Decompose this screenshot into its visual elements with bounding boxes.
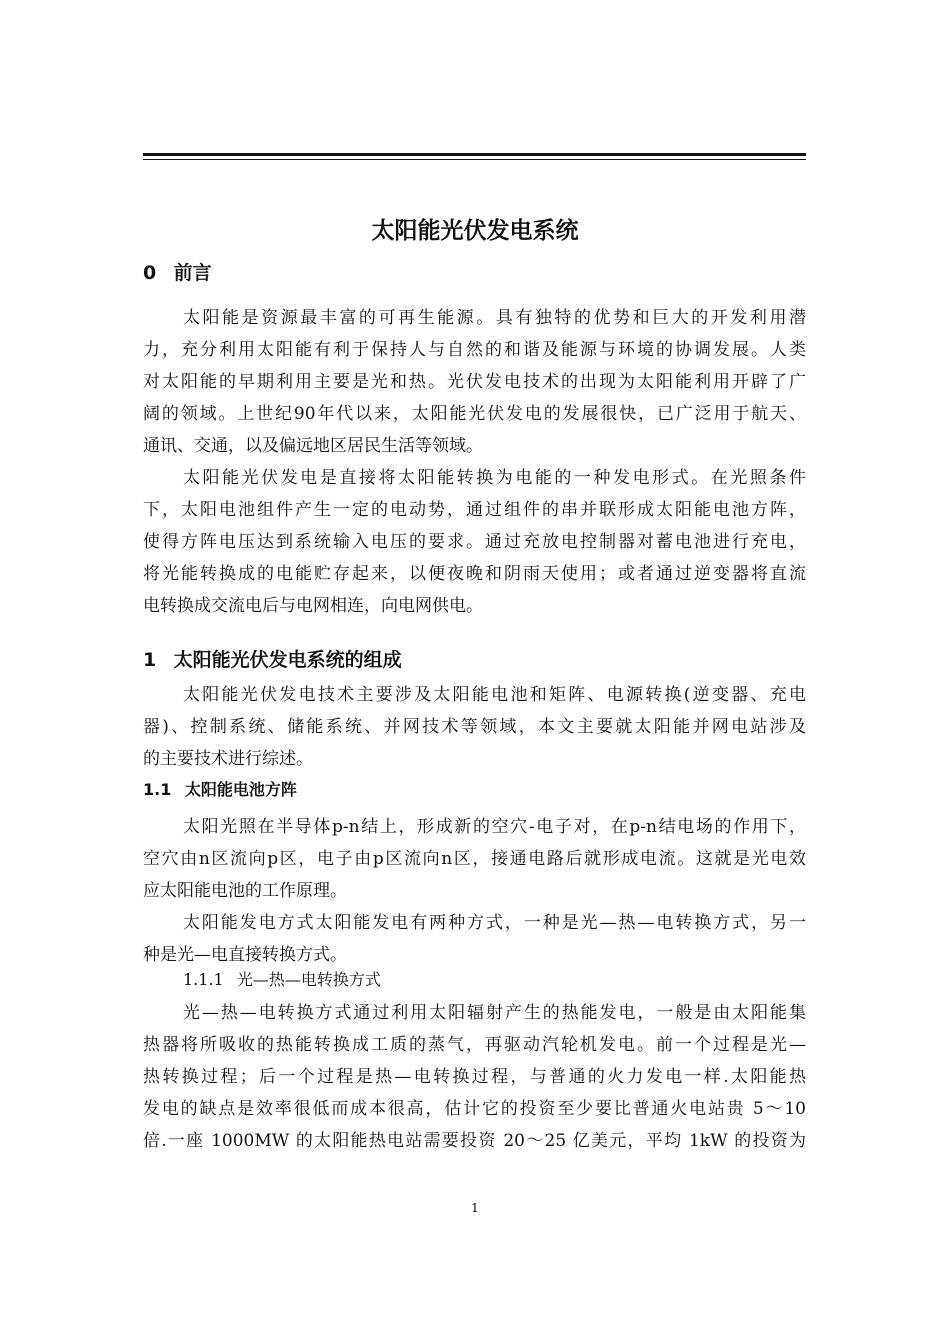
section-1-1-1-number: 1.1.1 bbox=[183, 970, 224, 989]
paragraph-line: 倍.一座 1000MW 的太阳能热电站需要投资 20～25 亿美元，平均 1kW 的投资为 bbox=[143, 1131, 806, 1151]
paragraph-line: 使得方阵电压达到系统输入电压的要求。通过充放电控制器对蓄电池进行充电， bbox=[143, 532, 806, 552]
section-1-1-1-title: 光—热—电转换方式 bbox=[236, 970, 381, 989]
paragraph-line: 太阳能发电方式太阳能发电有两种方式，一种是光—热—电转换方式，另一 bbox=[183, 913, 806, 933]
section-1-body bbox=[143, 679, 806, 775]
paragraph-line: 光—热—电转换方式通过利用太阳辐射产生的热能发电，一般是由太阳能集 bbox=[183, 1003, 806, 1023]
paragraph-line: 种是光—电直接转换方式。 bbox=[143, 945, 347, 965]
paragraph-line: 对太阳能的早期利用主要是光和热。光伏发电技术的出现为太阳能利用开辟了广 bbox=[143, 372, 806, 392]
paragraph-line: 热转换过程；后一个过程是热—电转换过程，与普通的火力发电一样.太阳能热 bbox=[143, 1067, 806, 1087]
section-1-1-number: 1.1 bbox=[143, 780, 172, 799]
section-1-1-title: 太阳能电池方阵 bbox=[184, 780, 297, 799]
section-1-number: 1 bbox=[143, 649, 157, 671]
paragraph-line: 太阳能是资源最丰富的可再生能源。具有独特的优势和巨大的开发利用潜 bbox=[183, 308, 806, 328]
section-0-title: 前言 bbox=[173, 262, 212, 284]
document-title: 太阳能光伏发电系统 bbox=[371, 218, 579, 244]
section-0-body bbox=[143, 302, 806, 622]
paragraph-line: 将光能转换成的电能贮存起来，以便夜晚和阴雨天使用；或者通过逆变器将直流 bbox=[143, 564, 806, 584]
section-1-1-body bbox=[143, 811, 806, 971]
paragraph-line: 空穴由n区流向p区，电子由p区流向n区，接通电路后就形成电流。这就是光电效 bbox=[143, 849, 806, 869]
paragraph-line: 太阳光照在半导体p-n结上，形成新的空穴-电子对，在p-n结电场的作用下， bbox=[183, 817, 806, 837]
paragraph-line: 力，充分利用太阳能有利于保持人与自然的和谐及能源与环境的协调发展。人类 bbox=[143, 340, 806, 360]
section-1-1-heading bbox=[143, 777, 297, 803]
paragraph-line: 阔的领域。上世纪90年代以来，太阳能光伏发电的发展很快，已广泛用于航天、 bbox=[143, 404, 806, 424]
header-rule-thin bbox=[143, 159, 806, 160]
paragraph-line: 太阳能光伏发电技术主要涉及太阳能电池和矩阵、电源转换(逆变器、充电 bbox=[183, 685, 806, 705]
section-0-number: 0 bbox=[143, 262, 157, 284]
paragraph-line: 电转换成交流电后与电网相连，向电网供电。 bbox=[143, 596, 483, 616]
paragraph-line: 通讯、交通，以及偏远地区居民生活等领域。 bbox=[143, 436, 483, 456]
header-rule-thick bbox=[143, 153, 806, 156]
paragraph-line: 下，太阳电池组件产生一定的电动势，通过组件的串并联形成太阳能电池方阵， bbox=[143, 500, 806, 520]
section-1-1-1-heading bbox=[183, 966, 381, 994]
paragraph-line: 发电的缺点是效率很低而成本很高，估计它的投资至少要比普通火电站贵 5～10 bbox=[143, 1099, 806, 1119]
section-1-heading bbox=[143, 646, 402, 674]
paragraph-line: 应太阳能电池的工作原理。 bbox=[143, 881, 347, 901]
page-number: 1 bbox=[471, 1201, 479, 1215]
section-1-1-1-body bbox=[143, 997, 806, 1157]
paragraph-line: 器)、控制系统、储能系统、并网技术等领域，本文主要就太阳能并网电站涉及 bbox=[143, 717, 806, 737]
paragraph-line: 的主要技术进行综述。 bbox=[143, 749, 313, 769]
section-0-heading bbox=[143, 259, 212, 287]
paragraph-line: 热器将所吸收的热能转换成工质的蒸气，再驱动汽轮机发电。前一个过程是光— bbox=[143, 1035, 806, 1055]
paragraph-line: 太阳能光伏发电是直接将太阳能转换为电能的一种发电形式。在光照条件 bbox=[183, 468, 806, 488]
section-1-title: 太阳能光伏发电系统的组成 bbox=[173, 649, 402, 671]
